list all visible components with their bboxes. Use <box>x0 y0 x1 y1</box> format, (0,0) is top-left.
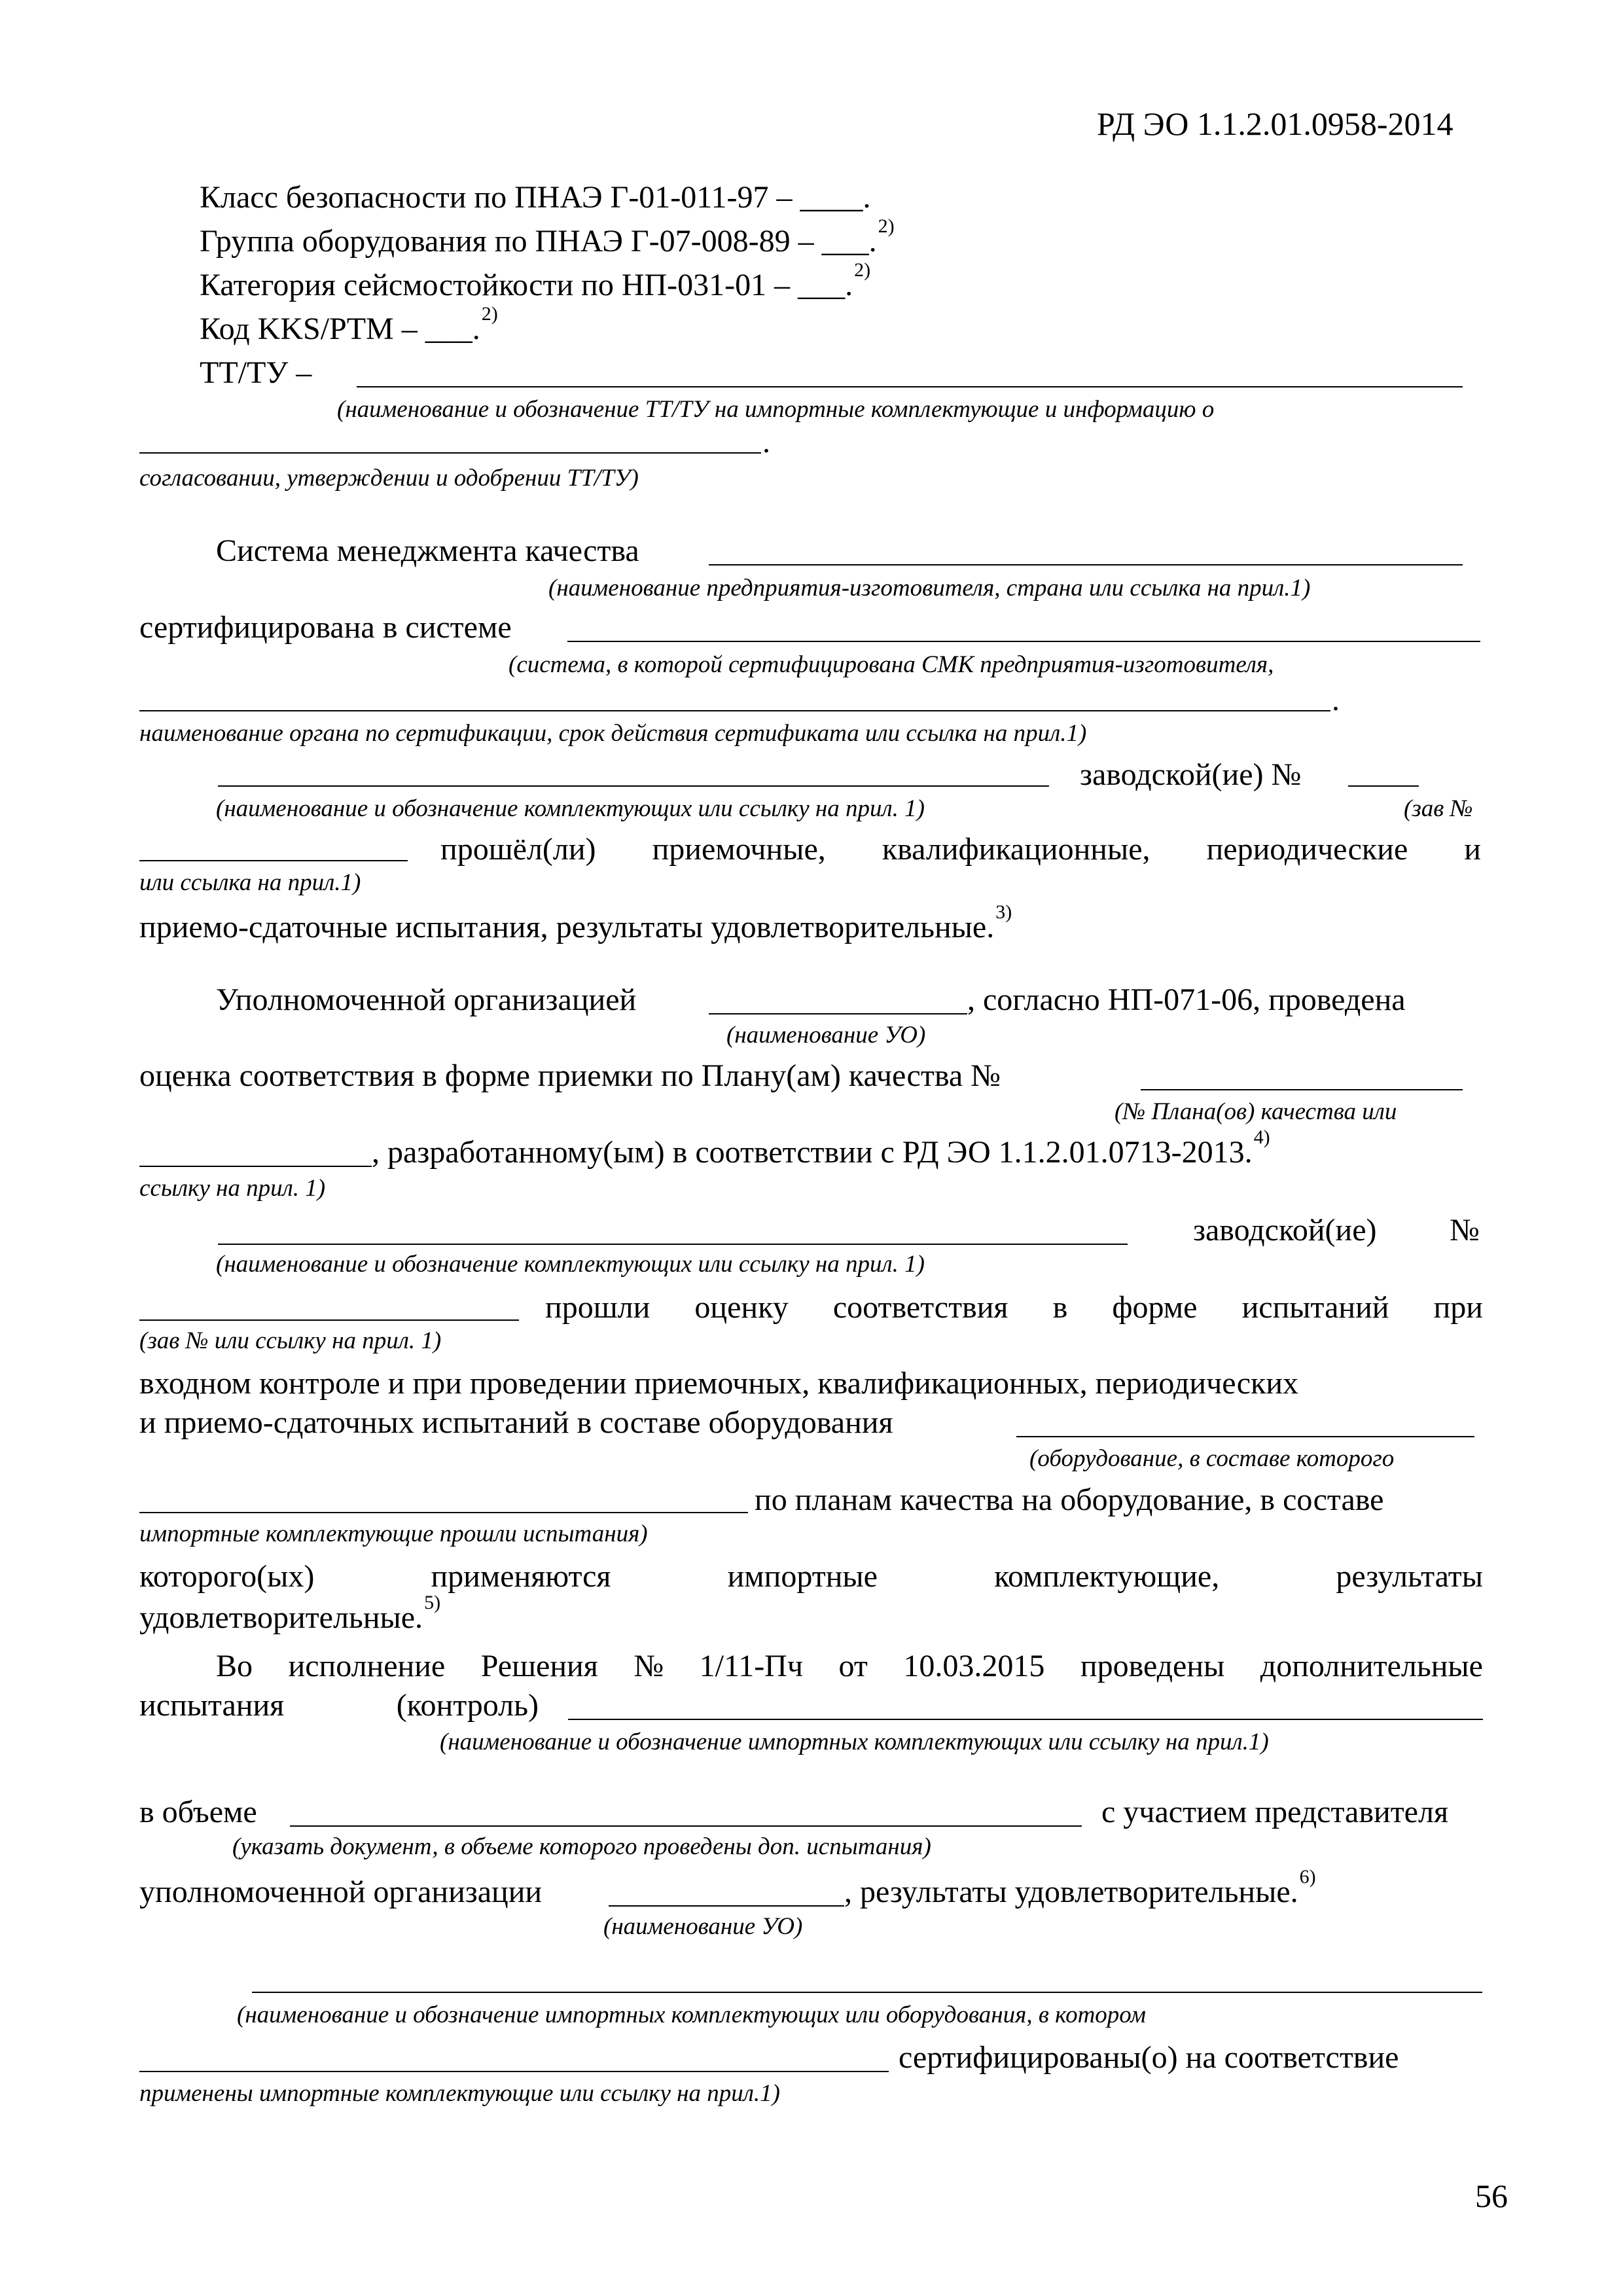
quality-plan-note-2: ссылку на прил. 1) <box>139 1175 326 1202</box>
authorized-org-note-2: (наименование УО) <box>603 1913 803 1940</box>
conformity-assessment-line: прошли оценку соответствия в форме испытаний при <box>545 1290 1483 1325</box>
scope-label: в объеме <box>139 1795 257 1829</box>
np-071-06-text: , согласно НП-071-06, проведена <box>967 982 1406 1017</box>
components-field[interactable] <box>218 785 1049 787</box>
equipment-tests-line: и приемо-сдаточных испытаний в составе оборудования <box>139 1405 893 1440</box>
qms-note: (наименование предприятия-изготовителя, страна или ссылка на прил.1) <box>548 575 1311 601</box>
cert-system-field[interactable] <box>567 641 1480 642</box>
components-note-2: (наименование и обозначение комплектующих или ссылку на прил. 1) <box>216 1251 925 1278</box>
certified-components-field[interactable] <box>252 1992 1482 1993</box>
authorized-org-label-2: уполномоченной организации <box>139 1874 543 1909</box>
quality-plan-label: оценка соответствия в форме приемки по Плану(ам) качества № <box>139 1058 1001 1093</box>
authorized-org-field[interactable] <box>709 1013 967 1014</box>
tt-tu-label: ТТ/ТУ – <box>200 355 312 390</box>
equipment-field-2[interactable] <box>139 1512 748 1513</box>
authorized-org-field-2[interactable] <box>609 1905 844 1907</box>
equipment-group-line: Группа оборудования по ПНАЭ Г-07-008-89 – ___.$^{2)}$ <box>200 215 895 259</box>
tests-passed-line: прошёл(ли) приемочные, квалификационные, периодические и <box>440 832 1481 867</box>
seismic-category-line: Категория сейсмостойкости по НП-031-01 – ___.$^{2)}$ <box>200 259 871 302</box>
tt-tu-note-2: согласовании, утверждении и одобрении ТТ/ТУ) <box>139 465 639 492</box>
cert-body-note: наименование органа по сертификации, срок действия сертификата или ссылка на прил.1) <box>139 720 1087 747</box>
components-note: (наименование и обозначение комплектующих или ссылку на прил. 1) <box>216 795 925 822</box>
factory-number-note-2: или ссылка на прил.1) <box>139 869 361 896</box>
quality-plan-field[interactable] <box>1141 1089 1463 1090</box>
cert-body-dot: . <box>1332 683 1340 717</box>
safety-class-line: Класс безопасности по ПНАЭ Г-01-011-97 – ____. <box>200 180 871 215</box>
certified-components-note-2: применены импортные комплектующие или ссылку на прил.1) <box>139 2080 780 2107</box>
tt-tu-field[interactable] <box>357 386 1463 387</box>
equipment-note: (оборудование, в составе которого <box>1029 1445 1395 1472</box>
tt-tu-dot: . <box>762 425 770 459</box>
factory-number-field-3[interactable] <box>139 1319 519 1321</box>
equipment-field[interactable] <box>1016 1436 1474 1437</box>
document-code: РД ЭО 1.1.2.01.0958-2014 <box>1097 105 1454 142</box>
number-sign: № <box>1450 1213 1480 1247</box>
certified-components-note: (наименование и обозначение импортных комплектующих или оборудования, в котором <box>237 2001 1146 2028</box>
satisfactory-line: удовлетворительные.$^{5)}$ <box>139 1592 441 1635</box>
with-representative-text: с участием представителя <box>1101 1795 1449 1829</box>
certified-components-field-2[interactable] <box>139 2071 889 2072</box>
authorized-org-label: Уполномоченной организацией <box>216 982 637 1017</box>
equipment-note-2: импортные комплектующие прошли испытания) <box>139 1520 648 1547</box>
factory-number-note: (зав № <box>1404 795 1473 822</box>
factory-number-note-3: (зав № или ссылку на прил. 1) <box>139 1327 442 1354</box>
certified-in-system-label: сертифицирована в системе <box>139 610 512 645</box>
tt-tu-note: (наименование и обозначение ТТ/ТУ на импортные комплектующие и информацию о <box>337 396 1215 423</box>
kks-code-line: Код KKS/PTM – ___.$^{2)}$ <box>200 303 498 346</box>
factory-number-field[interactable] <box>1348 785 1419 787</box>
factory-number-field-2[interactable] <box>139 860 408 861</box>
page-number: 56 <box>1475 2178 1508 2214</box>
components-field-2[interactable] <box>218 1244 1128 1245</box>
input-control-line: входном контроле и при проведении приемочных, квалификационных, периодических <box>139 1366 1299 1401</box>
tt-tu-field-2[interactable] <box>139 452 761 454</box>
qms-label: Система менеджмента качества <box>216 533 639 568</box>
results-satisfactory-text: , результаты удовлетворительные.$^{6)}$ <box>844 1866 1316 1909</box>
scope-note: (указать документ, в объеме которого проведены доп. испытания) <box>232 1833 931 1860</box>
authorized-org-note: (наименование УО) <box>726 1022 926 1049</box>
decision-line: Во исполнение Решения № 1/11-Пч от 10.03.2015 проведены дополнительные <box>216 1649 1483 1683</box>
additional-tests-line: испытания (контроль) <box>139 1688 539 1723</box>
developed-per-rd-line: , разработанному(ым) в соответствии с РД ЭО 1.1.2.01.0713-2013.$^{4)}$ <box>372 1126 1270 1170</box>
imported-components-line: которого(ых) применяются импортные комплектующие, результаты <box>139 1559 1483 1594</box>
imported-components-note: (наименование и обозначение импортных комплектующих или ссылку на прил.1) <box>440 1729 1269 1755</box>
quality-plan-field-2[interactable] <box>139 1166 372 1167</box>
quality-plan-note: (№ Плана(ов) качества или <box>1115 1098 1397 1125</box>
imported-components-field[interactable] <box>568 1719 1483 1720</box>
factory-number-label: заводской(ие) № <box>1080 757 1302 792</box>
acceptance-tests-line: приемо-сдаточные испытания, результаты удовлетворительные.$^{3)}$ <box>139 901 1012 944</box>
cert-system-note: (система, в которой сертифицирована СМК предприятия-изготовителя, <box>508 651 1274 678</box>
certified-conformity-text: сертифицированы(о) на соответствие <box>899 2040 1399 2075</box>
quality-plans-line: по планам качества на оборудование, в составе <box>755 1482 1384 1517</box>
scope-field[interactable] <box>290 1825 1082 1827</box>
qms-field[interactable] <box>709 564 1463 565</box>
factory-label: заводской(ие) <box>1193 1213 1377 1247</box>
cert-body-field[interactable] <box>139 710 1330 711</box>
